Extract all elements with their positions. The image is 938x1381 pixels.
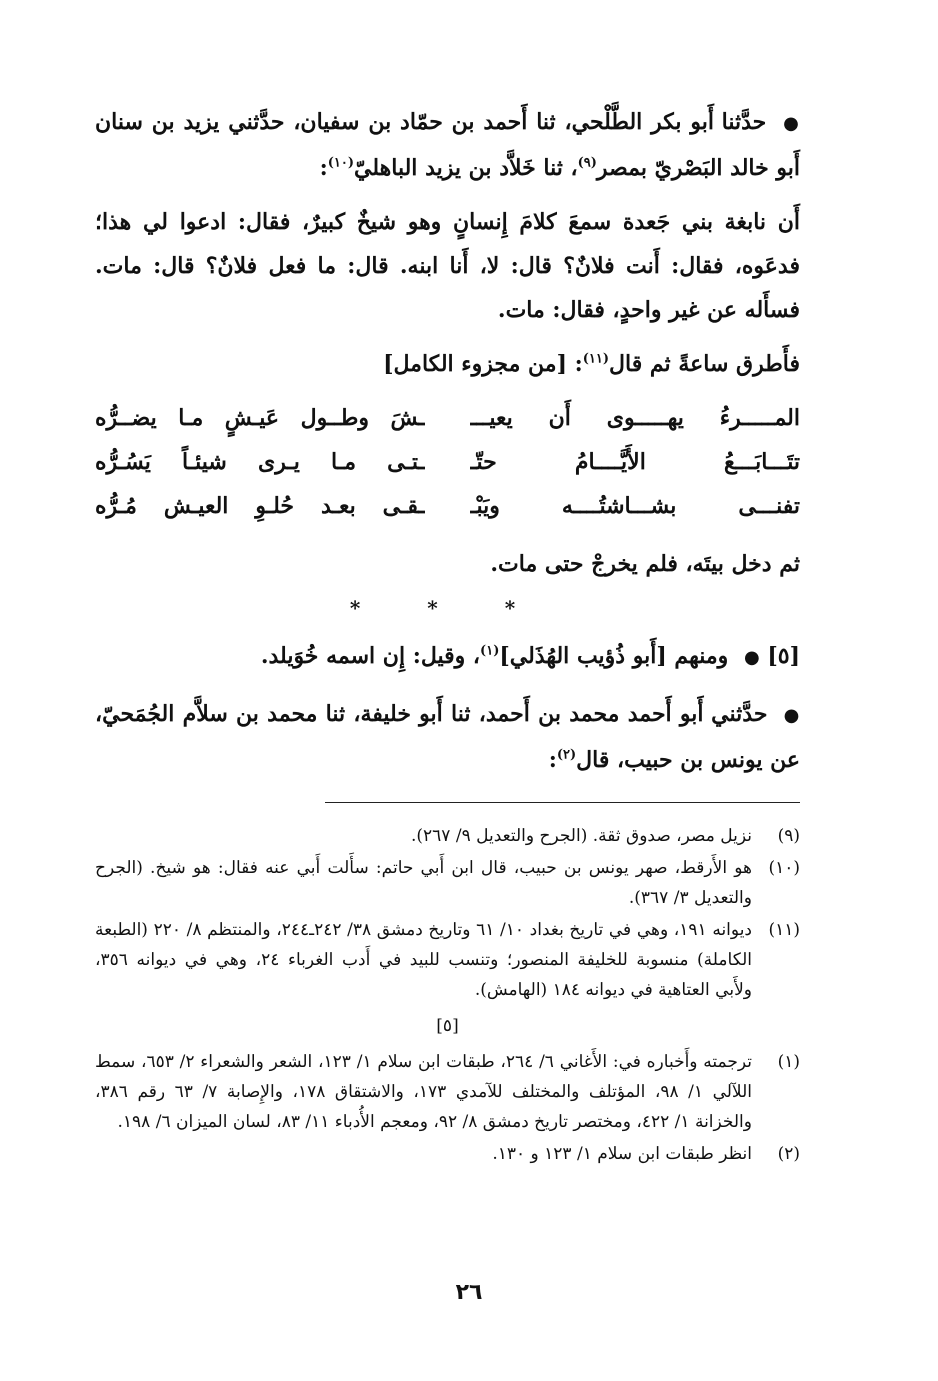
bullet-icon: ● xyxy=(743,647,760,668)
footnote xyxy=(95,915,800,1005)
entry-heading xyxy=(95,634,800,680)
footnote xyxy=(95,1139,800,1169)
footnote-ref-1: (١) xyxy=(480,643,500,659)
bullet-icon: ● xyxy=(783,113,800,134)
verse-line xyxy=(95,440,800,484)
isnad-text: : xyxy=(319,155,328,181)
footnote-ref-2: (٢) xyxy=(556,747,577,763)
footnote-ref-11: (١١) xyxy=(582,351,610,367)
page-number: ٢٦ xyxy=(455,1280,483,1305)
isnad-text: حدَّثني أَبو أَحمد محمد بن أَحمد، ثنا أَبو خليفة، ثنا محمد بن سلاَّم الجُمَحيّ، عن يونس بن حبيب، قال xyxy=(95,701,800,773)
meter-label: : [من مجزوء الكامل] xyxy=(383,351,583,377)
footnote-number: (١٠) xyxy=(768,858,800,878)
paragraph-ending: ثم دخل بيتَه، فلم يخرجْ حتى مات. xyxy=(490,551,800,577)
verse-line xyxy=(95,396,800,440)
verse-first-hemistich: تفنـــى بشـــاشتُــــه ويَبْـ xyxy=(470,493,800,519)
footnote-ref-10: (١٠) xyxy=(327,155,355,171)
entry-title: ومنهم [أَبو ذُؤيب الهُذَلي] xyxy=(499,643,729,669)
footnote xyxy=(95,853,800,913)
paragraph-isnad-1 xyxy=(95,100,800,190)
paragraph-story: أَن نابغة بني جَعدة سمعَ كلامَ إِنسانٍ وهو شيخٌ كبيرٌ، فقال: ادعوا لي هذا؛ فدعَوه، فقال: أَنت فلانٌ؟ قال: لا، أَنا ابنه. قال: ما فعل فلانٌ؟ قال: مات. فسأَله عن غير واحدٍ، فقال: مات. xyxy=(95,209,800,323)
entry-number: [٥] xyxy=(767,643,800,669)
verse-second-hemistich: ـقـى بعـد حُلـوِ العيـش مُـرُّه xyxy=(95,493,425,519)
verse-first-hemistich: تتَـــابَـــعُ الأَيَّــــامُ حتّـ xyxy=(470,449,800,475)
poem-intro-text: فأَطرق ساعةً ثم قال xyxy=(609,351,800,377)
footnote-text: ترجمته وأَخباره في: الأَغاني ٦/ ٢٦٤، طبقات ابن سلام ١/ ١٢٣، الشعر والشعراء ٢/ ٦٥٣، سمط اللآلي ١/ ٩٨، المؤتلف والمختلف للآمدي ١٧٣، والاشتقاق ١٧٨، والإِصابة ٧/ ٦٣ رقم ٣٨٦، والخزانة ١/ ٤٢٢، ومختصر تاريخ دمشق ٨/ ٩٢، ومعجم الأُدباء ١١/ ٨٣، لسان الميزان ٦/ ١٩٨. xyxy=(95,1052,752,1132)
footnote-divider xyxy=(325,802,800,803)
verse-first-hemistich: المـــــرءُ يهـــــوى أَن يعيـــ xyxy=(470,405,800,431)
poem xyxy=(95,396,800,528)
isnad-text: : xyxy=(548,747,557,773)
footnote-text: انظر طبقات ابن سلام ١/ ١٢٣ و ١٣٠. xyxy=(492,1144,752,1164)
footnote-number: (١) xyxy=(777,1052,800,1072)
entry-note: ، وقيل: إِن اسمه خُوَيلد. xyxy=(260,643,481,669)
footnote-number: (٢) xyxy=(777,1144,800,1164)
bullet-icon: ● xyxy=(783,705,800,726)
page-body xyxy=(95,100,800,1171)
footnotes xyxy=(95,821,800,1169)
footnote-ref-9: (٩) xyxy=(577,155,597,171)
verse-line xyxy=(95,484,800,528)
isnad-text: حدَّثنا أَبو بكر الطَّلْحي، ثنا أَحمد بن حمّاد بن سفيان، حدَّثني يزيد بن سنان أَبو خالد البَصْريّ بمصر xyxy=(95,109,800,181)
footnote-number: (٩) xyxy=(777,826,800,846)
footnote-text: نزيل مصر، صدوق ثقة. (الجرح والتعديل ٩/ ٢٦٧). xyxy=(410,826,752,846)
section-separator: * * * xyxy=(349,596,546,620)
isnad-text: ، ثنا خَلاَّد بن يزيد الباهليّ xyxy=(354,155,578,181)
footnote xyxy=(95,1047,800,1137)
footnote xyxy=(95,821,800,851)
paragraph-poem-intro xyxy=(95,342,800,386)
verse-second-hemistich: ـتـى مـا يـرى شيئـاً يَسُـرُّه xyxy=(95,449,425,475)
footnote-text: ديوانه ١٩١، وهي في تاريخ بغداد ١٠/ ٦١ وتاريخ دمشق ٣٨/ ٢٤٢ـ٢٤٤، والمنتظم ٨/ ٢٢٠ (الطبعة الكاملة) منسوبة للخليفة المنصور؛ وتنسب للبيد في أَدب الغرباء ٢٤، وهي في ديوانه ٣٥٦، ولأَبي العتاهية في ديوانه ١٨٤ (الهامش). xyxy=(95,920,752,1000)
footnote-number: (١١) xyxy=(768,920,800,940)
footnote-text: هو الأَرقط، صهر يونس بن حبيب، قال ابن أَبي حاتم: سأَلت أَبي عنه فقال: هو شيخ. (الجرح والتعديل ٣/ ٣٦٧). xyxy=(95,858,752,908)
paragraph-isnad-2 xyxy=(95,692,800,782)
verse-second-hemistich: ـشَ وطــول عَيـشٍ مـا يضــرُّه xyxy=(95,405,425,431)
footnote-section-label: [٥] xyxy=(436,1016,459,1036)
